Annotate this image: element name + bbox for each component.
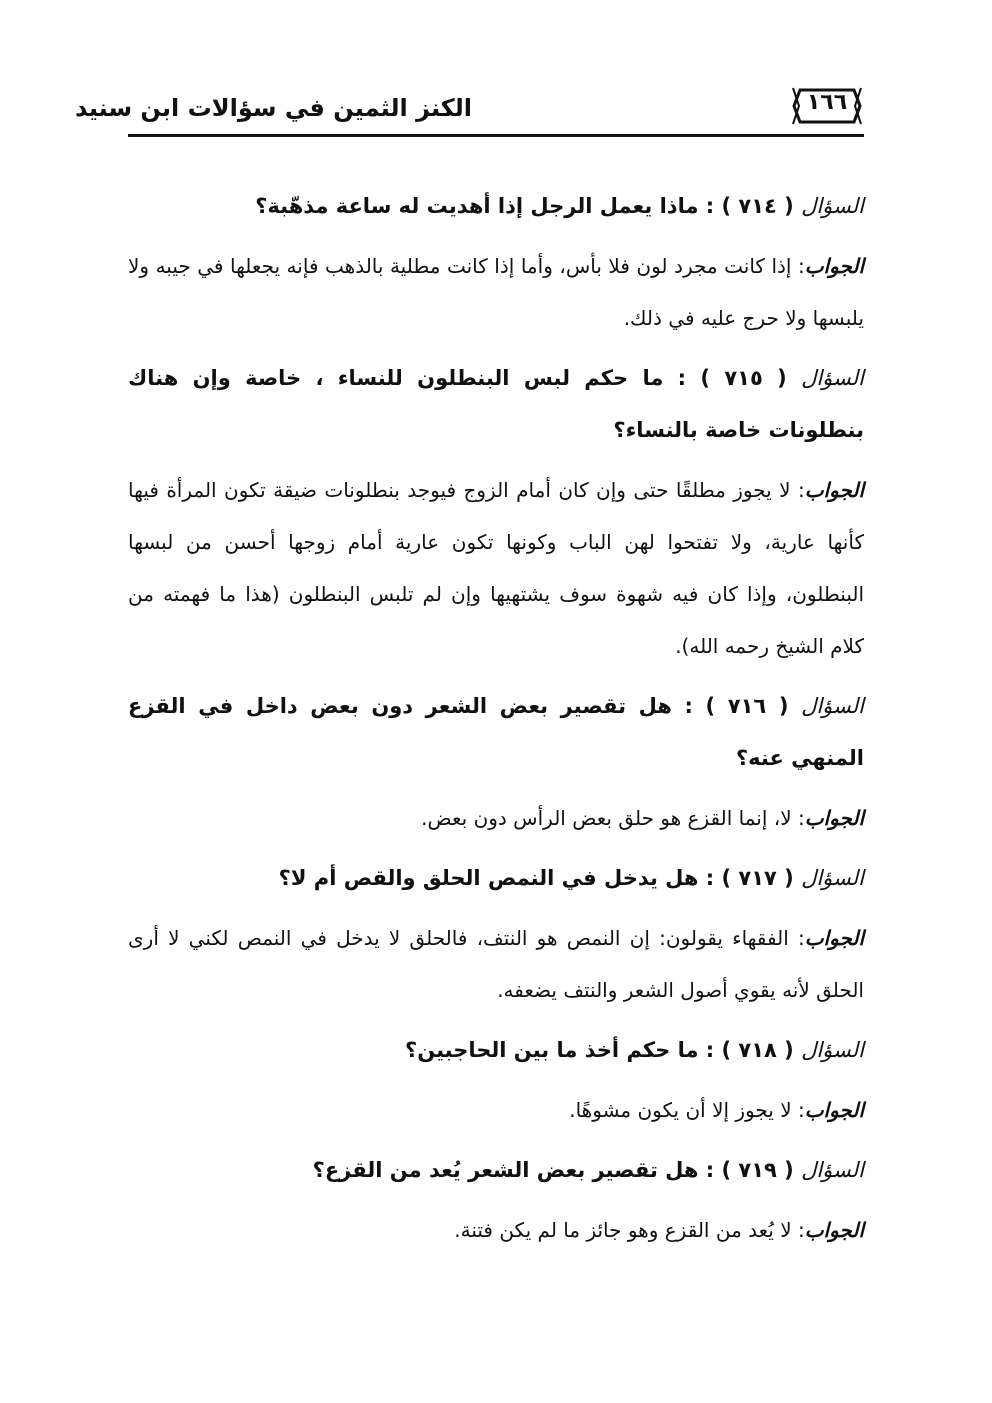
answer-text: : الفقهاء يقولون: إن النمص هو النتف، فالحلق لا يدخل في النمص لكني لا أرى الحلق لأنه يقوي أصول الشعر والنتف يضعفه. (128, 926, 864, 1002)
question-text: ( ٧١٤ ) : ماذا يعمل الرجل إذا أهديت له ساعة مذهّبة؟ (255, 194, 802, 218)
answer-714 (128, 240, 864, 344)
answer-text: : لا يجوز مطلقًا حتى وإن كان أمام الزوج فيوجد بنطلونات ضيقة تكون المرأة فيها كأنها عارية، ولا تفتحوا لهن الباب وكونها تكون عارية أمام زوجها أحسن من لبسها البنطلون، وإذا كان فيه شهوة سوف يشتهيها وإن لم تلبس البنطلون (هذا ما فهمته من كلام الشيخ رحمه الله). (128, 478, 864, 658)
answer-719 (128, 1204, 864, 1256)
question-text: ( ٧١٥ ) : ما حكم لبس البنطلون للنساء ، خاصة وإن هناك بنطلونات خاصة بالنساء؟ (128, 366, 864, 442)
question-718 (128, 1024, 864, 1076)
question-text: ( ٧١٩ ) : هل تقصير بعض الشعر يُعد من القزع؟ (312, 1158, 802, 1182)
answer-text: : لا يجوز إلا أن يكون مشوهًا. (569, 1098, 805, 1122)
answer-label: الجواب (804, 806, 864, 830)
question-label: السؤال (801, 1038, 864, 1062)
answer-text: : إذا كانت مجرد لون فلا بأس، وأما إذا كانت مطلية بالذهب فإنه يجعلها في جيبه ولا يلبسها ولا حرج عليه في ذلك. (128, 254, 864, 330)
answer-text: : لا يُعد من القزع وهو جائز ما لم يكن فتنة. (454, 1218, 805, 1242)
question-text: ( ٧١٦ ) : هل تقصير بعض الشعر دون بعض داخل في القزع المنهي عنه؟ (128, 694, 864, 770)
answer-label: الجواب (804, 478, 864, 502)
question-label: السؤال (801, 866, 864, 890)
answer-label: الجواب (804, 1098, 864, 1122)
qa-content (128, 180, 864, 1264)
page-number-ornament (790, 84, 864, 128)
answer-label: الجواب (804, 1218, 864, 1242)
question-text: ( ٧١٨ ) : ما حكم أخذ ما بين الحاجبين؟ (405, 1038, 802, 1062)
question-label: السؤال (801, 366, 864, 390)
question-714 (128, 180, 864, 232)
answer-label: الجواب (804, 926, 864, 950)
question-719 (128, 1144, 864, 1196)
answer-717 (128, 912, 864, 1016)
question-label: السؤال (801, 1158, 864, 1182)
question-label: السؤال (801, 694, 864, 718)
question-715 (128, 352, 864, 456)
page-number: ١٦٦ (806, 90, 848, 115)
question-716 (128, 680, 864, 784)
question-717 (128, 852, 864, 904)
question-text: ( ٧١٧ ) : هل يدخل في النمص الحلق والقص أم لا؟ (278, 866, 802, 890)
answer-718 (128, 1084, 864, 1136)
answer-label: الجواب (804, 254, 864, 278)
header-rule (128, 134, 864, 137)
answer-716 (128, 792, 864, 844)
answer-715 (128, 464, 864, 672)
question-label: السؤال (801, 194, 864, 218)
answer-text: : لا، إنما القزع هو حلق بعض الرأس دون بعض. (421, 806, 805, 830)
running-title: الكنز الثمين في سؤالات ابن سنيد (75, 94, 472, 122)
page-header (75, 84, 864, 136)
